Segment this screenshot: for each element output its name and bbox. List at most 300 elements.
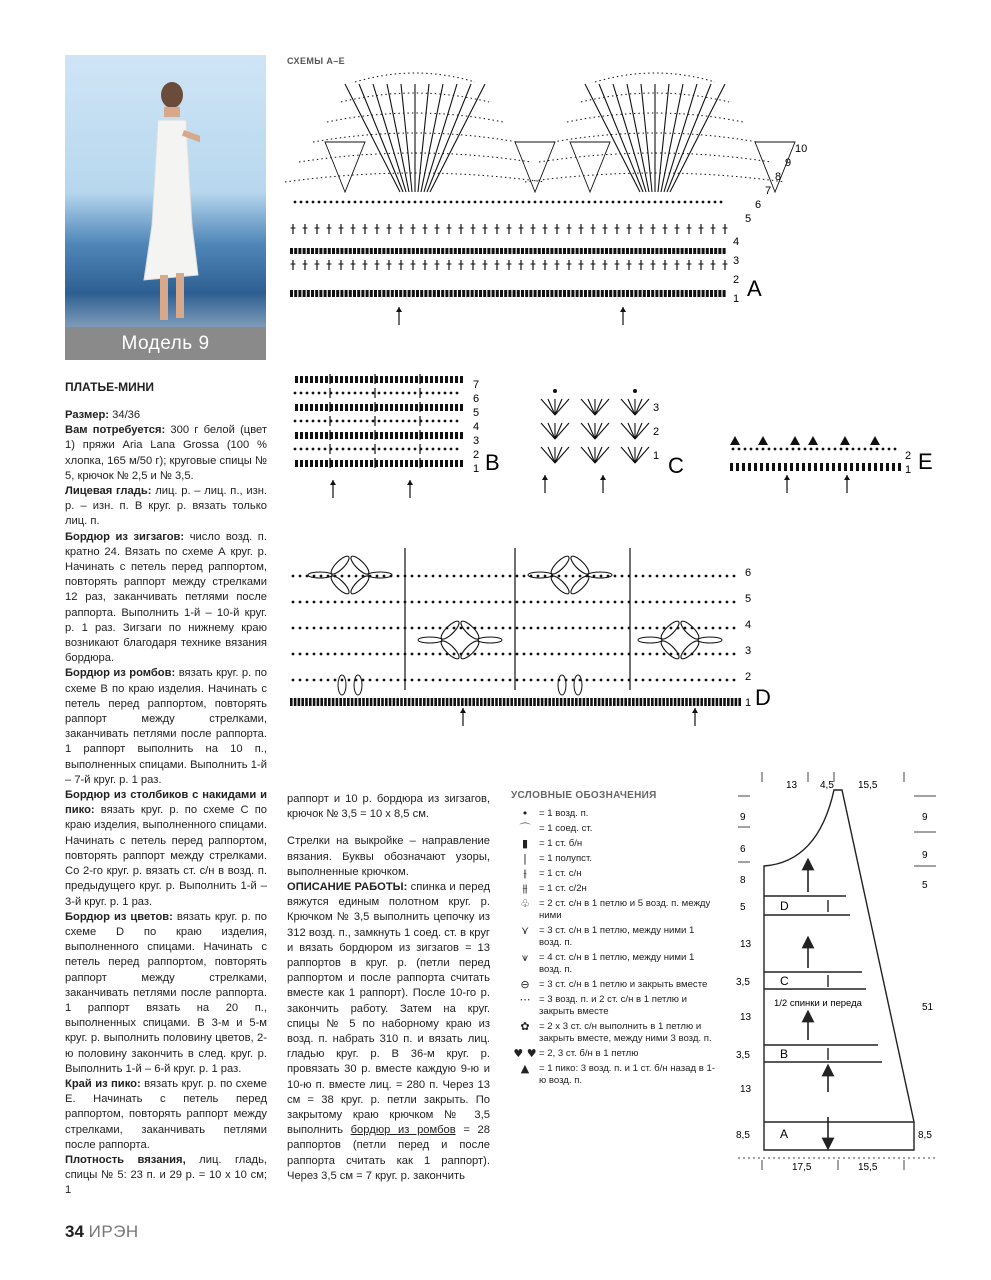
paragraph-text: число возд. п. кратно 24. Вязать по схеме А круг. р. Начинать с петель перед раппортом, повторять раппорт между стрелками 12 раз, заканчивать петлями после раппорта. Выполнить 1-й – 10-й круг. р. 1 раз. Зигзаги по нижнему краю возникают благодаря технике вязания бордюра.	[65, 530, 267, 665]
c-fan-stitch	[635, 447, 642, 463]
stitch-mark	[660, 290, 663, 297]
chain-stitch-dot	[360, 392, 363, 395]
chain-stitch-dot	[313, 627, 316, 630]
stitch-mark	[609, 698, 612, 706]
scheme-a-row-number: 2	[733, 274, 740, 286]
stitch-mark	[647, 290, 650, 297]
chain-stitch-dot	[663, 575, 666, 578]
stitch-mark	[605, 698, 608, 706]
c-fan-stitch	[581, 399, 595, 415]
stitch-mark	[405, 376, 408, 383]
instruction-paragraph	[65, 1077, 267, 1153]
stitch-mark	[550, 248, 553, 254]
chain-stitch-dot	[397, 601, 400, 604]
paragraph-heading: Бордюр из столбиков с накидами и пико:	[65, 789, 267, 817]
stitch-mark	[435, 404, 438, 411]
chain-stitch-dot	[804, 448, 807, 451]
picot-triangle	[730, 436, 740, 445]
chain-stitch-dot	[488, 627, 491, 630]
stitch-mark	[712, 698, 715, 706]
stitch-mark	[706, 248, 709, 254]
stitch-mark	[435, 432, 438, 439]
stitch-mark	[395, 432, 398, 439]
stitch-mark	[542, 248, 545, 254]
chain-stitch-dot	[439, 601, 442, 604]
chain-stitch-dot	[495, 601, 498, 604]
chain-stitch-dot	[621, 601, 624, 604]
chain-stitch-dot	[649, 601, 652, 604]
stitch-mark	[345, 290, 348, 297]
legend-text: = 4 ст. с/н в 1 петлю, между ними 1 возд. п.	[539, 952, 695, 975]
stitch-mark	[300, 376, 303, 383]
chain-stitch-dot	[582, 201, 585, 204]
stitch-mark	[628, 698, 631, 706]
stitch-mark	[525, 290, 528, 297]
chain-stitch-dot	[698, 679, 701, 682]
stitch-mark	[592, 290, 595, 297]
rapport-arrowhead	[330, 480, 336, 485]
chain-stitch-dot	[327, 601, 330, 604]
stitch-mark	[643, 698, 646, 706]
chain-stitch-dot	[372, 420, 375, 423]
chain-stitch-dot	[366, 201, 369, 204]
chain-stitch-dot	[318, 201, 321, 204]
chain-stitch-dot	[642, 679, 645, 682]
c-fan-stitch	[588, 399, 595, 415]
scheme-d-row-number: 5	[745, 593, 752, 605]
stitch-mark	[324, 248, 327, 254]
chain-stitch-dot	[523, 601, 526, 604]
stitch-mark	[681, 290, 684, 297]
chain-stitch-dot	[320, 679, 323, 682]
bud-petal	[574, 675, 582, 695]
chain-stitch-dot	[509, 679, 512, 682]
work-description-heading: ОПИСАНИЕ РАБОТЫ:	[287, 881, 408, 894]
chain-stitch-dot	[780, 448, 783, 451]
chain-stitch-dot	[292, 575, 295, 578]
stitch-mark	[395, 460, 398, 467]
stitch-mark	[345, 248, 348, 254]
chain-stitch-dot	[656, 679, 659, 682]
chain-stitch-dot	[390, 420, 393, 423]
stitch-mark	[378, 290, 381, 297]
stitch-mark	[340, 376, 343, 383]
c-fan-stitch	[595, 447, 609, 463]
chain-stitch-dot	[572, 653, 575, 656]
chain-stitch-dot	[614, 627, 617, 630]
legend-symbol-icon: ⊖	[520, 978, 530, 991]
stitch-mark	[461, 698, 464, 706]
chain-stitch-dot	[719, 679, 722, 682]
stitch-mark	[298, 248, 301, 254]
stitch-mark	[856, 463, 859, 471]
chain-stitch-dot	[705, 627, 708, 630]
stitch-mark	[487, 290, 490, 297]
stitch-mark	[300, 404, 303, 411]
stitch-mark	[706, 290, 709, 297]
chain-stitch-dot	[390, 201, 393, 204]
chain-stitch-dot	[402, 420, 405, 423]
stitch-mark	[702, 248, 705, 254]
stitch-mark	[676, 290, 679, 297]
chain-stitch-dot	[712, 627, 715, 630]
chain-stitch-dot	[691, 679, 694, 682]
chain-stitch-dot	[684, 679, 687, 682]
fan-spoke	[427, 84, 471, 192]
stitch-mark	[892, 463, 895, 471]
chain-stitch-dot	[299, 679, 302, 682]
stitch-mark	[305, 432, 308, 439]
chain-stitch-dot	[534, 201, 537, 204]
stitch-mark	[479, 290, 482, 297]
stitch-mark	[420, 290, 423, 297]
stitch-mark	[504, 290, 507, 297]
chain-stitch-dot	[383, 575, 386, 578]
stitch-mark	[708, 698, 711, 706]
stitch-mark	[718, 248, 721, 254]
chain-stitch-dot	[642, 601, 645, 604]
chain-stitch-dot	[396, 392, 399, 395]
chain-stitch-dot	[318, 420, 321, 423]
flower-leaf	[418, 637, 442, 643]
c-fan-stitch	[595, 423, 609, 439]
stitch-mark	[460, 376, 463, 383]
chain-stitch-dot	[432, 392, 435, 395]
stitch-mark	[850, 463, 853, 471]
chain-stitch-dot	[397, 575, 400, 578]
chain-stitch-dot	[360, 448, 363, 451]
chain-stitch-dot	[530, 627, 533, 630]
stitch-mark	[360, 460, 363, 467]
chain-stitch-dot	[530, 679, 533, 682]
stitch-mark	[491, 698, 494, 706]
flower-petal	[659, 619, 682, 642]
chain-stitch-dot	[495, 679, 498, 682]
chain-stitch-dot	[586, 627, 589, 630]
stitch-mark	[315, 290, 318, 297]
flower-petal	[459, 619, 482, 642]
chain-stitch-dot	[544, 601, 547, 604]
stitch-mark	[584, 248, 587, 254]
stitch-mark	[689, 248, 692, 254]
stitch-mark	[647, 698, 650, 706]
chain-stitch-dot	[376, 653, 379, 656]
scheme-b-row-number: 2	[473, 449, 480, 461]
stitch-mark	[617, 698, 620, 706]
legend-item	[511, 898, 716, 922]
bottom-measure-1: 17,5	[792, 1162, 812, 1173]
scheme-b-row-number: 3	[473, 435, 480, 447]
stitch-mark	[365, 404, 368, 411]
scheme-b-row-number: 7	[473, 379, 480, 391]
stitch-mark	[723, 248, 726, 254]
c-fan-stitch	[621, 399, 635, 415]
stitch-mark	[320, 404, 323, 411]
chain-stitch-dot	[425, 627, 428, 630]
chain-stitch-dot	[418, 627, 421, 630]
stitch-mark	[315, 376, 318, 383]
stitch-mark	[339, 698, 342, 706]
rapport-arrowhead	[396, 307, 402, 312]
stitch-mark	[668, 290, 671, 297]
stitch-mark	[385, 698, 388, 706]
fan-spoke	[424, 84, 457, 192]
chain-stitch-dot	[558, 627, 561, 630]
chain-stitch-dot	[733, 627, 736, 630]
chain-stitch-dot	[840, 448, 843, 451]
stitch-mark	[655, 290, 658, 297]
stitch-mark	[450, 404, 453, 411]
stitch-mark	[457, 698, 460, 706]
chain-stitch-dot	[649, 575, 652, 578]
stitch-mark	[639, 290, 642, 297]
chain-stitch-dot	[523, 653, 526, 656]
stitch-mark	[517, 248, 520, 254]
stitch-mark	[435, 460, 438, 467]
stitch-mark	[559, 248, 562, 254]
stitch-mark	[320, 432, 323, 439]
stitch-mark	[427, 698, 430, 706]
stitch-mark	[681, 248, 684, 254]
legend-text: = 3 ст. с/н в 1 петлю и закрыть вместе	[539, 979, 708, 990]
paragraph-heading: Вам потребуется:	[65, 424, 166, 437]
schemes-title: СХЕМЫ А–Е	[287, 56, 346, 66]
chain-stitch-dot	[294, 420, 297, 423]
scheme-b-row-number: 6	[473, 393, 480, 405]
chain-stitch-dot	[488, 679, 491, 682]
stitch-mark	[350, 376, 353, 383]
chain-stitch-dot	[462, 201, 465, 204]
scheme-b	[285, 360, 515, 500]
scheme-e-row-number: 1	[905, 464, 912, 476]
chain-stitch-dot	[828, 448, 831, 451]
c-fan-stitch	[588, 447, 595, 463]
chain-stitch-dot	[336, 201, 339, 204]
legend-symbol-icon: ⋎	[520, 924, 530, 937]
chain-stitch-dot	[432, 627, 435, 630]
instruction-paragraph	[65, 1153, 267, 1199]
stitch-mark	[440, 460, 443, 467]
stitch-mark	[332, 248, 335, 254]
paragraph-arrows: Стрелки на выкройке – направление вязания. Буквы обозначают узоры, выполненные крючком.	[287, 835, 490, 878]
chain-stitch-dot	[558, 575, 561, 578]
paragraph-heading: Бордюр из цветов:	[65, 910, 173, 923]
stitch-mark	[471, 248, 474, 254]
flower-petal	[549, 554, 572, 577]
stitch-mark	[731, 698, 734, 706]
stitch-mark	[727, 698, 730, 706]
stitch-mark	[385, 376, 388, 383]
stitch-mark	[353, 248, 356, 254]
stitch-mark	[471, 290, 474, 297]
legend-symbol-icon: •	[521, 807, 529, 820]
chain-stitch-dot	[530, 653, 533, 656]
chain-stitch-dot	[492, 201, 495, 204]
chain-stitch-dot	[456, 448, 459, 451]
chain-stitch-dot	[354, 201, 357, 204]
paragraph-text: лиц. гладь, спицы № 5: 23 п. и 29 р. = 10 х 10 см; 1	[65, 1153, 268, 1197]
chain-stitch-dot	[712, 679, 715, 682]
scheme-b-row-number: 1	[473, 463, 480, 475]
stitch-mark	[545, 698, 548, 706]
stitch-mark	[580, 290, 583, 297]
stitch-mark	[476, 698, 479, 706]
stitch-mark	[479, 248, 482, 254]
stitch-mark	[358, 698, 361, 706]
instruction-paragraph	[65, 408, 267, 423]
chain-stitch-dot	[292, 601, 295, 604]
right-measure-3: 5	[922, 880, 928, 891]
stitch-mark	[571, 698, 574, 706]
c-fan-stitch	[555, 447, 562, 463]
stitch-mark	[408, 248, 411, 254]
stitch-mark	[575, 698, 578, 706]
stitch-mark	[513, 248, 516, 254]
fan-spoke	[418, 84, 429, 192]
legend-symbol-icon: ▲	[520, 1062, 530, 1075]
stitch-mark	[718, 290, 721, 297]
stitch-mark	[700, 698, 703, 706]
legend-symbol-icon: ✿	[520, 1020, 530, 1033]
stitch-mark	[738, 698, 741, 706]
c-fan-stitch	[621, 447, 635, 463]
stitch-mark	[462, 248, 465, 254]
chain-stitch-dot	[348, 627, 351, 630]
chain-stitch-dot	[621, 653, 624, 656]
chain-stitch-dot	[600, 201, 603, 204]
bud-petal	[338, 675, 346, 695]
stitch-mark	[674, 698, 677, 706]
stitch-mark	[651, 698, 654, 706]
picot-triangle	[758, 436, 768, 445]
chain-stitch-dot	[460, 601, 463, 604]
chain-stitch-dot	[460, 575, 463, 578]
stitch-mark	[412, 248, 415, 254]
chain-stitch-dot	[327, 679, 330, 682]
photo-caption: Модель 9	[65, 327, 266, 360]
chain-stitch-dot	[544, 575, 547, 578]
chain-stitch-dot	[355, 653, 358, 656]
stitch-mark	[622, 290, 625, 297]
chain-stitch-dot	[432, 679, 435, 682]
stitch-mark	[556, 698, 559, 706]
stitch-mark	[634, 248, 637, 254]
chain-stitch-dot	[390, 653, 393, 656]
stitch-mark	[529, 248, 532, 254]
instruction-paragraph	[65, 484, 267, 530]
chain-stitch-dot	[663, 601, 666, 604]
chain-stitch-dot	[474, 575, 477, 578]
chain-stitch-dot	[719, 601, 722, 604]
stitch-mark	[832, 463, 835, 471]
chain-stitch-dot	[306, 679, 309, 682]
chain-stitch-dot	[726, 575, 729, 578]
stitch-mark	[441, 248, 444, 254]
chain-stitch-dot	[705, 575, 708, 578]
chain-stitch-dot	[348, 679, 351, 682]
chain-stitch-dot	[324, 420, 327, 423]
chain-stitch-dot	[762, 448, 765, 451]
chain-stitch-dot	[618, 201, 621, 204]
pattern-diagram	[728, 772, 944, 1177]
chain-stitch-dot	[726, 679, 729, 682]
stitch-mark	[778, 463, 781, 471]
stitch-mark	[336, 698, 339, 706]
stitch-mark	[365, 376, 368, 383]
chain-stitch-dot	[468, 201, 471, 204]
chain-stitch-dot	[411, 679, 414, 682]
stitch-mark	[295, 432, 298, 439]
legend-text: = 2, 3 ст. б/н в 1 петлю	[539, 1048, 639, 1059]
stitch-mark	[390, 404, 393, 411]
stitch-mark	[567, 290, 570, 297]
stitch-mark	[415, 404, 418, 411]
chain-stitch-dot	[768, 448, 771, 451]
chain-stitch-dot	[397, 679, 400, 682]
stitch-mark	[301, 698, 304, 706]
chain-stitch-dot	[366, 392, 369, 395]
stitch-mark	[469, 698, 472, 706]
chain-stitch-dot	[714, 201, 717, 204]
fan-spoke	[430, 84, 485, 192]
fan-spoke	[401, 84, 412, 192]
stitch-mark	[313, 698, 316, 706]
chain-stitch-dot	[408, 420, 411, 423]
chain-stitch-dot	[551, 601, 554, 604]
stitch-mark	[310, 404, 313, 411]
chain-stitch-dot	[670, 627, 673, 630]
stitch-mark	[484, 698, 487, 706]
chain-stitch-dot	[733, 679, 736, 682]
chain-stitch-dot	[565, 575, 568, 578]
chain-stitch-dot	[702, 201, 705, 204]
stitch-mark	[390, 432, 393, 439]
scheme-d-row-number: 1	[745, 697, 752, 709]
stitch-mark	[345, 404, 348, 411]
chain-stitch-dot	[537, 653, 540, 656]
stitch-mark	[598, 698, 601, 706]
stitch-mark	[697, 290, 700, 297]
stitch-mark	[541, 698, 544, 706]
paragraph-heading: Плотность вязания,	[65, 1153, 186, 1166]
stitch-mark	[400, 432, 403, 439]
stitch-mark	[400, 404, 403, 411]
chain-stitch-dot	[607, 601, 610, 604]
stitch-mark	[521, 290, 524, 297]
scheme-a-row-number: 3	[733, 255, 740, 267]
stitch-mark	[546, 290, 549, 297]
stitch-mark	[340, 460, 343, 467]
stitch-mark	[309, 698, 312, 706]
chain-stitch-dot	[593, 679, 596, 682]
left-measure-1: 9	[740, 812, 746, 823]
chain-stitch-dot	[390, 679, 393, 682]
stitch-mark	[320, 698, 323, 706]
chain-stitch-dot	[414, 448, 417, 451]
stitch-mark	[450, 698, 453, 706]
stitch-mark	[438, 698, 441, 706]
chain-stitch-dot	[558, 653, 561, 656]
chain-stitch-dot	[864, 448, 867, 451]
stitch-mark	[636, 698, 639, 706]
stitch-mark	[719, 698, 722, 706]
c-fan-stitch	[555, 423, 562, 439]
legend-text: = 1 ст. б/н	[539, 838, 583, 849]
chain-stitch-dot	[372, 201, 375, 204]
stitch-mark	[560, 698, 563, 706]
stitch-mark	[594, 698, 597, 706]
chain-stitch-dot	[439, 627, 442, 630]
